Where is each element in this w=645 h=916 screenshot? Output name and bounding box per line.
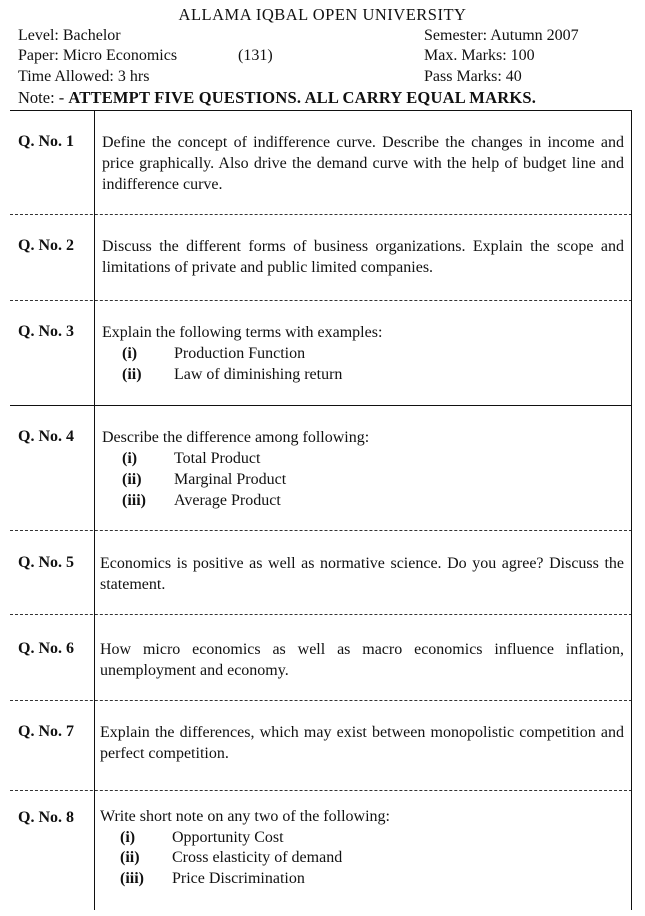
table-right-border <box>631 110 632 910</box>
question-5-number: Q. No. 5 <box>18 554 74 571</box>
item-text: Opportunity Cost <box>172 829 284 846</box>
question-8-item-2 <box>120 847 342 868</box>
item-text: Marginal Product <box>174 471 287 488</box>
question-1-text: Define the concept of indifference curve. Describe the changes in income and price graphically. Also drive the demand curve with the help of budget line and indifference curve. <box>102 134 624 193</box>
roman-numeral: (ii) <box>122 366 142 383</box>
level-label: Level: Bachelor <box>18 27 121 44</box>
question-3-item-2 <box>122 364 342 385</box>
question-8-item-1 <box>120 827 284 848</box>
question-2-text: Discuss the different forms of business organizations. Explain the scope and limitations of private and public limited companies. <box>102 238 624 276</box>
max-marks-label: Max. Marks: 100 <box>424 47 535 64</box>
note-prefix: Note: - <box>18 88 65 107</box>
question-3-number: Q. No. 3 <box>18 323 74 340</box>
question-6-text: How micro economics as well as macro economics influence inflation, unemployment and economy. <box>100 641 624 679</box>
question-4-text: Describe the difference among following: <box>102 429 370 446</box>
roman-numeral: (iii) <box>122 492 146 509</box>
question-7-text: Explain the differences, which may exist between monopolistic competition and perfect competition. <box>100 724 624 762</box>
exam-note <box>18 88 536 108</box>
university-name: ALLAMA IQBAL OPEN UNIVERSITY <box>178 5 467 24</box>
roman-numeral: (i) <box>122 345 138 362</box>
question-8-number: Q. No. 8 <box>18 809 74 826</box>
row-divider-5 <box>10 614 632 615</box>
pass-marks-label: Pass Marks: 40 <box>424 68 522 85</box>
roman-numeral: (iii) <box>120 870 144 887</box>
question-7-number: Q. No. 7 <box>18 723 74 740</box>
row-divider-4 <box>10 530 632 531</box>
roman-numeral: (i) <box>120 829 136 846</box>
question-4-item-3 <box>122 490 281 511</box>
row-divider-7 <box>10 790 632 791</box>
item-text: Average Product <box>174 492 281 509</box>
item-text: Law of diminishing return <box>174 366 343 383</box>
paper-label: Paper: Micro Economics <box>18 47 178 64</box>
question-5-text: Economics is positive as well as normative science. Do you agree? Discuss the statement. <box>100 555 624 593</box>
question-4-number: Q. No. 4 <box>18 428 74 445</box>
row-divider-2 <box>10 300 632 301</box>
paper-code: (131) <box>238 47 273 64</box>
note-text: ATTEMPT FIVE QUESTIONS. ALL CARRY EQUAL MARKS. <box>68 88 537 107</box>
time-allowed-label: Time Allowed: 3 hrs <box>18 68 150 85</box>
table-top-rule <box>10 110 632 111</box>
question-4-item-1 <box>122 448 260 469</box>
item-text: Production Function <box>174 345 306 362</box>
roman-numeral: (ii) <box>122 471 142 488</box>
column-divider <box>94 110 95 910</box>
item-text: Cross elasticity of demand <box>172 849 343 866</box>
roman-numeral: (i) <box>122 450 138 467</box>
question-3-item-1 <box>122 343 305 364</box>
question-8-text: Write short note on any two of the following: <box>100 808 390 825</box>
row-divider-6 <box>10 700 632 701</box>
question-1-number: Q. No. 1 <box>18 133 74 150</box>
question-2-number: Q. No. 2 <box>18 237 74 254</box>
question-4-item-2 <box>122 469 286 490</box>
item-text: Price Discrimination <box>172 870 305 887</box>
question-3-text: Explain the following terms with examples: <box>102 324 383 341</box>
item-text: Total Product <box>174 450 261 467</box>
roman-numeral: (ii) <box>120 849 140 866</box>
question-6-number: Q. No. 6 <box>18 640 74 657</box>
question-8-item-3 <box>120 868 305 889</box>
semester-label: Semester: Autumn 2007 <box>424 27 579 44</box>
row-divider-3 <box>10 405 632 406</box>
row-divider-1 <box>10 214 632 215</box>
